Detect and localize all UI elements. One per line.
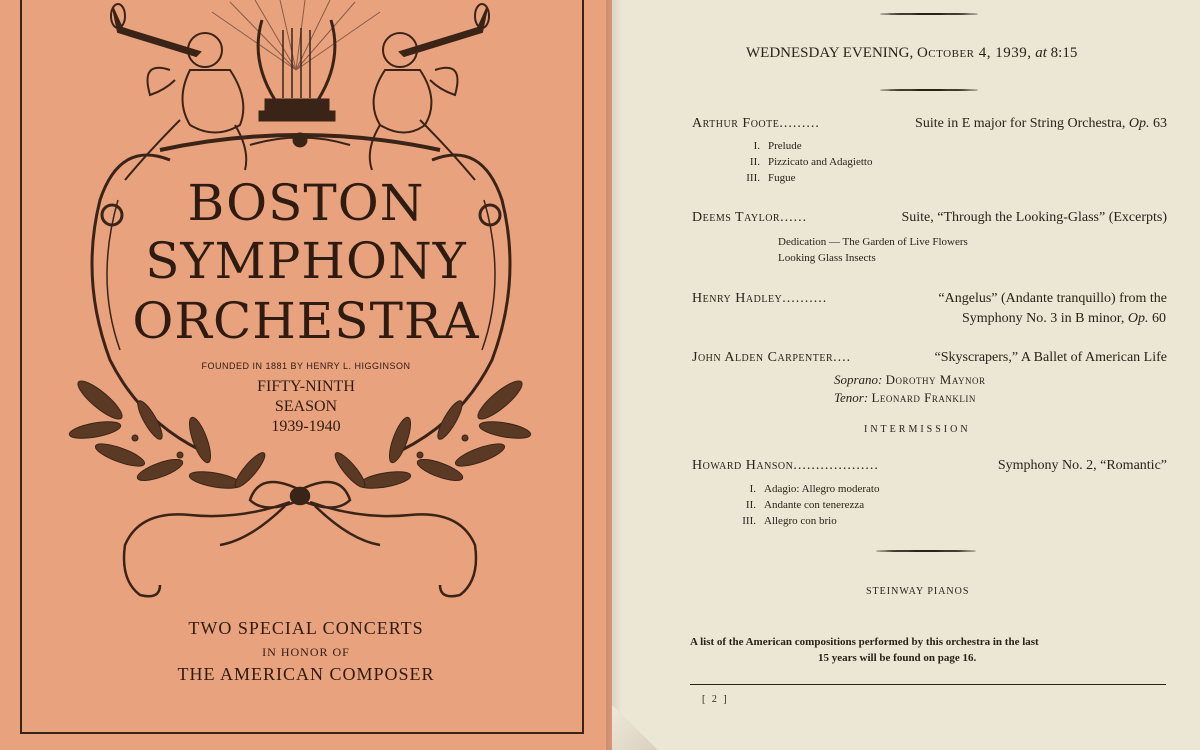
movement-title: Allegro con brio	[764, 515, 837, 527]
movement-item	[728, 172, 796, 184]
program-item-taylor	[692, 210, 1167, 230]
movement-title: Adagio: Allegro moderato	[764, 483, 880, 495]
work-title: Symphony No. 2, “Romantic”	[997, 458, 1167, 473]
soloist-soprano	[834, 372, 986, 388]
cover-subtitle-3: THE AMERICAN COMPOSER	[177, 664, 435, 684]
ribbon-bow	[124, 482, 476, 596]
soloist-tenor	[834, 390, 976, 406]
date-at: at	[1035, 45, 1047, 61]
leader-dots: ...................	[793, 458, 879, 473]
date-day: October 4, 1939,	[916, 45, 1032, 61]
steinway-credit: STEINWAY PIANOS	[866, 586, 970, 597]
trumpet-icon	[111, 4, 489, 56]
opus-label: Op.	[1127, 311, 1149, 326]
footnote-line-1: A list of the American compositions performed by this orchestra in the last	[690, 636, 1039, 648]
opus-label: Op.	[1128, 116, 1150, 131]
work-title: “Angelus” (Andante tranquillo) from the	[938, 291, 1167, 306]
composer-name: Henry Hadley	[692, 291, 783, 306]
leader-dots: ......	[780, 210, 808, 225]
work-title-continued	[962, 311, 1166, 327]
program-item-hadley	[692, 291, 1167, 311]
footer-rule	[690, 684, 1166, 685]
date-ornamental-rule	[880, 89, 978, 91]
composer-name: Howard Hanson	[692, 458, 794, 473]
date-time: 8:15	[1050, 45, 1078, 61]
soloist-role: Soprano:	[834, 372, 883, 387]
page-number: [ 2 ]	[702, 694, 729, 705]
season-label: SEASON	[274, 398, 338, 415]
section-ornamental-rule	[876, 550, 976, 552]
movement-item	[724, 515, 837, 527]
work-title-text: Suite in E major for String Orchestra,	[915, 116, 1126, 131]
leader-dots: .........	[779, 116, 820, 131]
composer-name: Deems Taylor	[692, 210, 781, 225]
sunburst	[212, 0, 380, 70]
concert-date	[746, 45, 1077, 62]
leader-dots: ..........	[782, 291, 828, 306]
top-ornamental-rule	[880, 13, 978, 15]
work-title	[915, 116, 1167, 132]
intermission-label: INTERMISSION	[864, 424, 971, 435]
leader-dots: ....	[833, 350, 852, 365]
movement-item	[724, 499, 864, 511]
movement-number: III.	[746, 172, 760, 184]
movement-title: Andante con tenerezza	[764, 499, 865, 511]
work-title: Suite, “Through the Looking-Glass” (Excerpts)	[901, 210, 1167, 225]
cover-title-line-3: ORCHESTRA	[132, 292, 480, 350]
program-item-foote	[692, 116, 1167, 136]
footnote-line-2: 15 years will be found on page 16.	[818, 652, 977, 664]
program-item-hanson	[692, 458, 1167, 478]
opus-number: 60	[1152, 311, 1166, 326]
movement-number: III.	[742, 515, 756, 527]
cover-title-line-2: SYMPHONY	[145, 232, 467, 290]
composer-name: John Alden Carpenter	[692, 350, 834, 365]
page-gutter-shadow	[606, 0, 622, 750]
work-title: “Skyscrapers,” A Ballet of American Life	[934, 350, 1167, 365]
soloist-name: Dorothy Maynor	[885, 372, 986, 387]
movement-number: II.	[749, 156, 760, 168]
composer-name: Arthur Foote	[692, 116, 780, 131]
movement-title: Prelude	[768, 140, 802, 152]
cover-subtitle-1: TWO SPECIAL CONCERTS	[188, 618, 424, 638]
season-ordinal: FIFTY-NINTH	[257, 378, 355, 395]
excerpt-line: Looking Glass Insects	[778, 252, 876, 264]
excerpt-line: Dedication — The Garden of Live Flowers	[778, 236, 968, 248]
movement-title: Fugue	[768, 172, 796, 184]
founded-line: FOUNDED IN 1881 BY HENRY L. HIGGINSON	[201, 361, 411, 371]
cover-subtitle-2: IN HONOR OF	[262, 645, 350, 659]
soloist-name: Leonard Franklin	[871, 390, 976, 405]
season-years: 1939-1940	[271, 418, 341, 435]
program-item-carpenter	[692, 350, 1167, 370]
movement-item	[728, 140, 802, 152]
cover-title-line-1: BOSTON	[187, 174, 425, 232]
work-title-line2: Symphony No. 3 in B minor,	[961, 311, 1125, 326]
movement-number: I.	[753, 140, 760, 152]
opus-number: 63	[1153, 116, 1167, 131]
movement-item	[728, 156, 872, 168]
soloist-role: Tenor:	[834, 390, 869, 405]
movement-number: II.	[745, 499, 756, 511]
movement-title: Pizzicato and Adagietto	[768, 156, 873, 168]
movement-item	[724, 483, 879, 495]
date-weekday: WEDNESDAY EVENING,	[746, 45, 914, 61]
movement-number: I.	[749, 483, 756, 495]
